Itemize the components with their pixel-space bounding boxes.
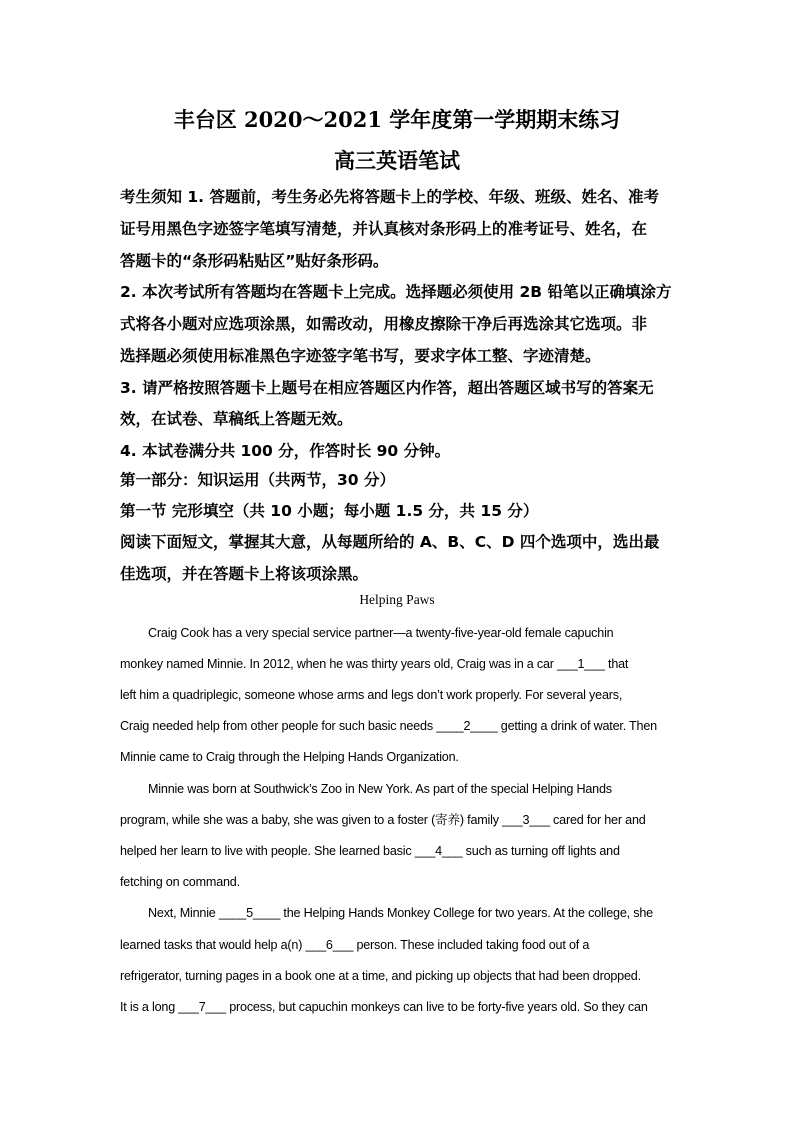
passage-line: It is a long ___7___ process, but capuchin monkeys can live to be forty-five years old. So they can: [120, 1000, 648, 1014]
instruction-line: 阅读下面短文，掌握其大意，从每题所给的 A、B、C、D 四个选项中，选出最: [120, 533, 660, 551]
exam-subtitle: 高三英语笔试: [334, 148, 460, 173]
instruction-line: 式将各小题对应选项涂黑，如需改动，用橡皮擦除干净后再选涂其它选项。非: [120, 315, 648, 333]
instruction-line: 4. 本试卷满分共 100 分，作答时长 90 分钟。: [120, 442, 451, 460]
instruction-line: 考生须知 1. 答题前，考生务必先将答题卡上的学校、年级、班级、姓名、准考: [120, 188, 659, 206]
passage-title: Helping Paws: [359, 592, 435, 607]
passage-line: fetching on command.: [120, 875, 240, 889]
passage-line: program, while she was a baby, she was given to a foster (寄养) family ___3___ cared for her and: [120, 813, 646, 827]
passage-line: helped her learn to live with people. She learned basic ___4___ such as turning off lights and: [120, 844, 620, 858]
instruction-line: 佳选项，并在答题卡上将该项涂黑。: [120, 565, 369, 583]
passage-line: left him a quadriplegic, someone whose arms and legs don’t work properly. For several years,: [120, 688, 623, 702]
instruction-line: 选择题必须使用标准黑色字迹签字笔书写，要求字体工整、字迹清楚。: [120, 347, 601, 365]
passage-line: monkey named Minnie. In 2012, when he was thirty years old, Craig was in a car ___1___ that: [120, 657, 629, 671]
passage-line: refrigerator, turning pages in a book one at a time, and picking up objects that had been dropped.: [120, 969, 641, 983]
section-heading: 第一部分：知识运用（共两节，30 分）: [120, 471, 395, 489]
passage-line: Craig needed help from other people for such basic needs ____2____ getting a drink of water. Then: [120, 719, 657, 733]
passage-line: Minnie was born at Southwick’s Zoo in New York. As part of the special Helping Hands: [148, 782, 612, 796]
passage-line: Minnie came to Craig through the Helping Hands Organization.: [120, 750, 459, 764]
section-subheading: 第一节 完形填空（共 10 小题；每小题 1.5 分，共 15 分）: [120, 502, 539, 520]
instruction-line: 2. 本次考试所有答题均在答题卡上完成。选择题必须使用 2B 铅笔以正确填涂方: [120, 283, 672, 301]
instruction-line: 效，在试卷、草稿纸上答题无效。: [120, 410, 353, 428]
instruction-line: 答题卡的“条形码粘贴区”贴好条形码。: [120, 252, 389, 270]
passage-line: learned tasks that would help a(n) ___6___ person. These included taking food out of a: [120, 938, 590, 952]
exam-title: 丰台区 2020～2021 学年度第一学期期末练习: [173, 107, 621, 132]
instruction-line: 3. 请严格按照答题卡上题号在相应答题区内作答，超出答题区域书写的答案无: [120, 379, 654, 397]
passage-line: Craig Cook has a very special service partner—a twenty-five-year-old female capuchin: [148, 626, 614, 640]
instruction-line: 证号用黑色字迹签字笔填写清楚，并认真核对条形码上的准考证号、姓名，在: [120, 220, 648, 238]
passage-line: Next, Minnie ____5____ the Helping Hands Monkey College for two years. At the college, she: [148, 906, 653, 920]
